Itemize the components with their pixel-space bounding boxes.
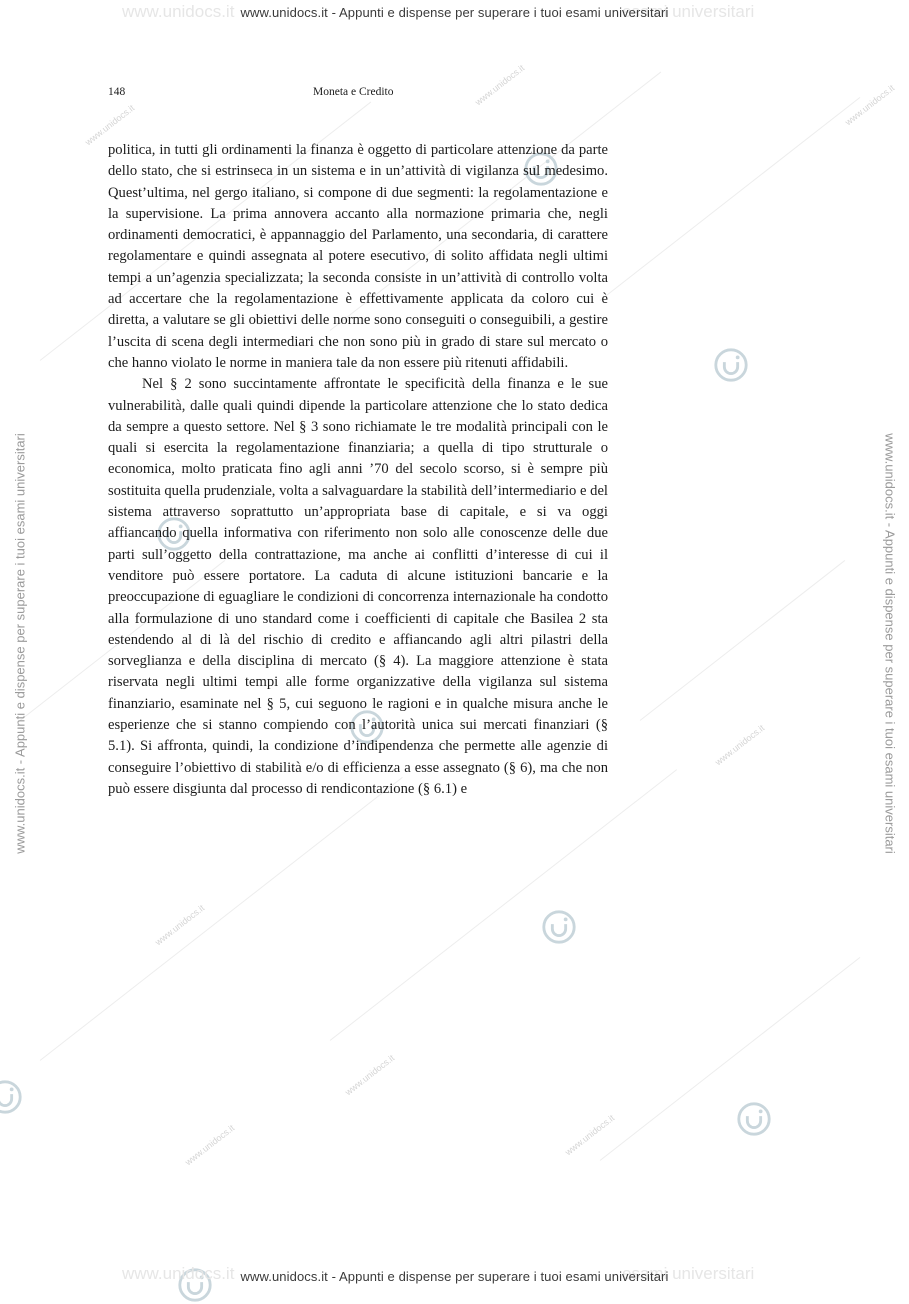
running-header [108, 86, 608, 102]
running-title: Moneta e Credito [313, 86, 394, 98]
watermark-ghost-right: esami universitari [622, 1264, 755, 1283]
paragraph: Nel § 2 sono succintamente affrontate le specificità della finanza e le sue vulnerabilità, dalle quali quindi dipende la particolare attenzione che lo stato dedica da sempre a questo settore. Nel § 3 sono richiamate le tre modalità principali con le quali si esercita la regolamentazione finanziaria; a quella di tipo strutturale o economica, molto praticata fino agli anni ’70 del secolo scorso, si è sempre più sostituita quella prudenziale, volta a salvaguardare la stabilità dell’intermediario e del sistema attraverso soprattutto un’appropriata base di capitale, e si va oggi affiancando quella informativa con riferimento non solo alle conoscenze delle due parti sull’oggetto della contrattazione, ma anche ai conflitti d’interesse di cui il venditore può essere portatore. La caduta di alcune istituzioni bancarie e la preoccupazione di eguagliare le condizioni di concorrenza internazionale ha condotto alla formulazione di uno standard come i coefficienti di capitale che Basilea 2 sta estendendo al di là del rischio di credito e affiancando agli altri pilastri della sorveglianza e della disciplina di mercato (§ 4). La maggiore attenzione è stata riservata negli ultimi tempi alle forme organizzative della vigilanza sul sistema finanziario, esaminate nel § 5, cui seguono le ragioni e in qualche misura anche le esperienze che si stanno compiendo con l’autorità unica sui mercati finanziari (§ 5.1). Si affronta, quindi, la condizione d’indipendenza che permette alle agenzie di conseguire l’obiettivo di stabilità e/o di efficienza a esse assegnato (§ 6), ma che non può essere disgiunta dal processo di rendicontazione (§ 6.1) e [108, 376, 608, 797]
watermark-diagonal-text: www.unidocs.it [183, 1122, 237, 1168]
paragraph: politica, in tutti gli ordinamenti la finanza è oggetto di particolare attenzione da parte dello stato, che si estrinseca in un sistema e in un’attività di vigilanza sul medesimo. Quest’ultima, nel gergo italiano, si compone di due segmenti: la regolamentazione e la supervisione. La prima annovera accanto alla normazione primaria che, negli ordinamenti democratici, è appannaggio del Parlamento, una secondaria, di carattere regolamentare e quindi assegnata al potere esecutivo, di solito affidata negli ultimi tempi a un’agenzia specializzata; la seconda consiste in un’attività di controllo volta ad accertare che la regolamentazione è effettivamente applicata da coloro cui è diretta, a valutare se gli obiettivi delle norme sono conseguiti o conseguibili, a gestire l’uscita di scena degli intermediari che non sono più in grado di stare sul mercato o che hanno violato le norme in maniera tale da non essere più ritenuti affidabili. [108, 142, 608, 371]
watermark-banner-right: www.unidocs.it - Appunti e dispense per superare i tuoi esami universitari [882, 433, 898, 854]
watermark-diagonal-text: www.unidocs.it [713, 722, 767, 768]
watermark-diagonal-line [330, 769, 677, 1041]
watermark-diagonal-text: www.unidocs.it [153, 902, 207, 948]
watermark-diagonal-line [40, 777, 403, 1061]
watermark-diagonal-line [640, 560, 845, 721]
watermark-diagonal-text: www.unidocs.it [83, 102, 137, 148]
unidocs-logo-icon [540, 908, 578, 946]
watermark-diagonal-text: www.unidocs.it [563, 1112, 617, 1158]
body-text [108, 140, 608, 800]
page-number: 148 [108, 86, 126, 98]
watermark-diagonal-text: www.unidocs.it [843, 82, 897, 128]
watermark-banner-left: www.unidocs.it - Appunti e dispense per superare i tuoi esami universitari [12, 433, 28, 854]
watermark-ghost-left: www.unidocs.it [122, 1264, 235, 1283]
watermark-banner-top: www.unidocs.it - Appunti e dispense per superare i tuoi esami universitari [240, 5, 669, 20]
watermark-diagonal-line [600, 97, 861, 301]
unidocs-logo-icon [735, 1100, 773, 1138]
watermark-diagonal-line [600, 957, 861, 1161]
watermark-banner-bottom: www.unidocs.it - Appunti e dispense per superare i tuoi esami universitari [240, 1269, 669, 1284]
watermark-diagonal-text: www.unidocs.it [343, 1052, 397, 1098]
watermark-ghost-left: www.unidocs.it [122, 2, 235, 21]
unidocs-logo-icon [712, 346, 750, 384]
unidocs-logo-icon [0, 1078, 24, 1116]
watermark-diagonal-text: www.unidocs.it [473, 62, 527, 108]
watermark-ghost-right: esami universitari [622, 2, 755, 21]
